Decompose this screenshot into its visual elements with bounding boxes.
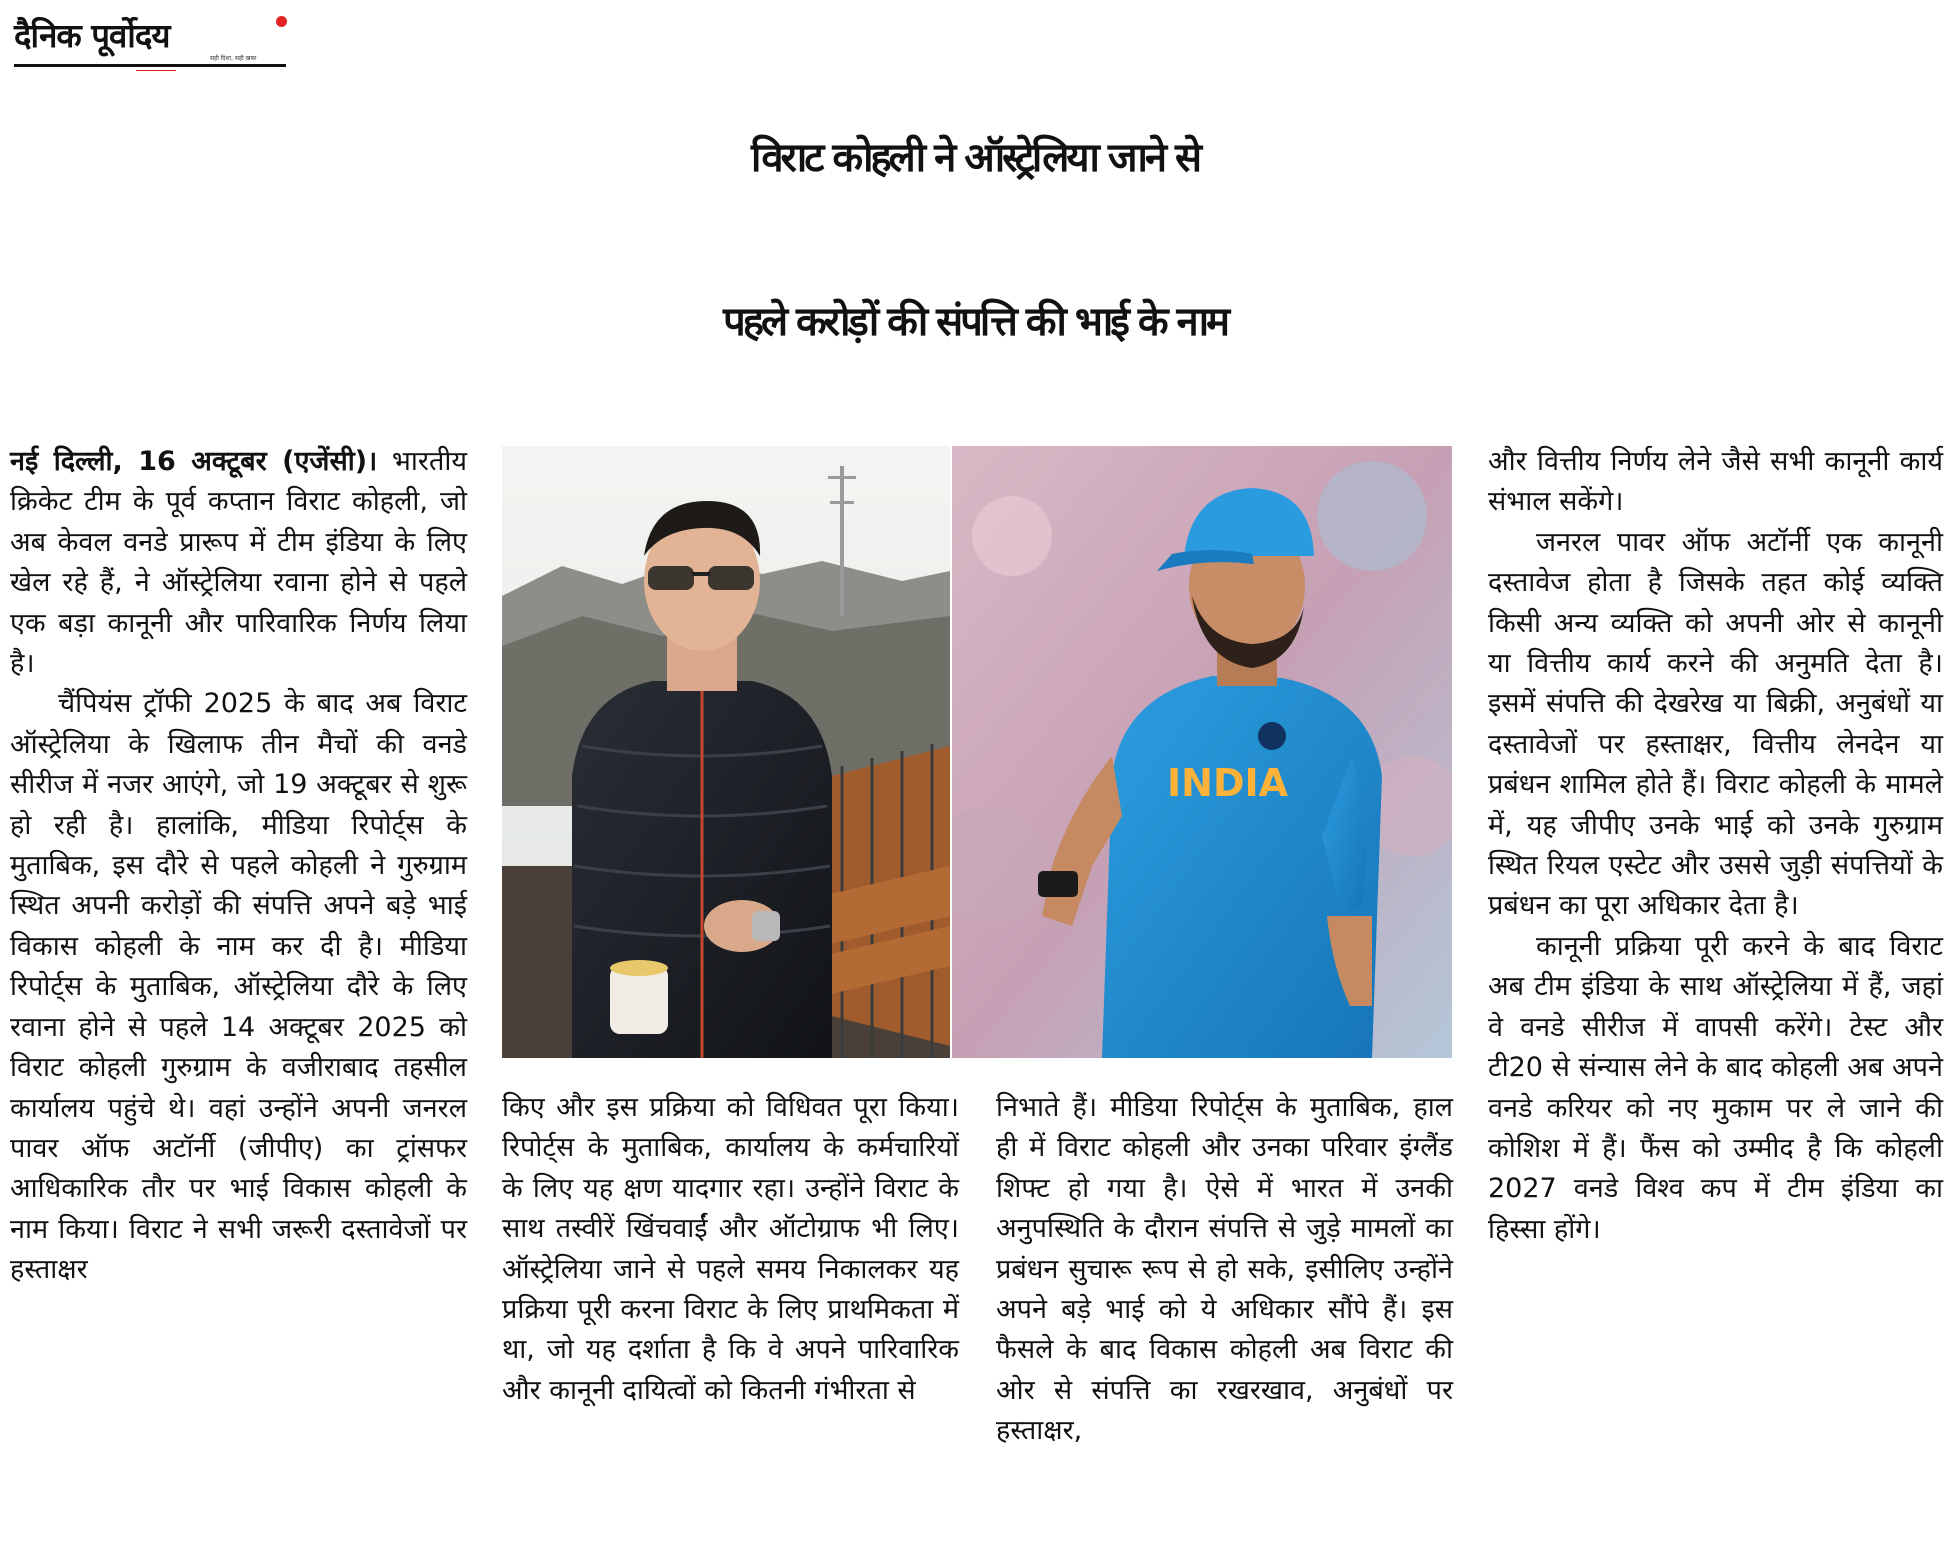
lead-text: भारतीय क्रिकेट टीम के पूर्व कप्तान विराट कोहली, जो अब केवल वनडे प्रारूप में टीम इंडिया के लिए खेल रहे हैं, ने ऑस्ट्रेलिया रवाना होने से पहले एक बड़ा कानूनी और पारिवारिक निर्णय लिया है।: [10, 446, 467, 680]
article-column-2: [502, 1088, 959, 1411]
paragraph: जनरल पावर ऑफ अटॉर्नी एक कानूनी दस्तावेज होता है जिसके तहत कोई व्यक्ति किसी अन्य व्यक्ति को अपनी ओर से कानूनी या वित्तीय कार्य करने की अनुमति देता है। इसमें संपत्ति की देखरेख या बिक्री, अनुबंधों या दस्तावेजों पर हस्ताक्षर, वित्तीय लेनदेन या प्रबंधन शामिल होते हैं। विराट कोहली के मामले में, यह जीपीए उनके भाई को उनके गुरुग्राम स्थित रियल एस्टेट और उससे जुड़ी संपत्तियों के प्रबंधन का पूरा अधिकार देता है।: [1488, 526, 1943, 922]
newspaper-logo: दैनिक पूर्वोदय: [14, 16, 170, 55]
article-photo: [502, 446, 1452, 1058]
masthead-rule: [14, 64, 286, 67]
logo-dot: [276, 16, 287, 27]
article-column-1: [10, 442, 467, 1291]
article-column-3: [996, 1088, 1453, 1452]
masthead-accent-line: [136, 70, 176, 71]
paragraph: और वित्तीय निर्णय लेने जैसे सभी कानूनी कार्य संभाल सकेंगे।: [1488, 446, 1943, 518]
paragraph: किए और इस प्रक्रिया को विधिवत पूरा किया। रिपोर्ट्स के मुताबिक, कार्यालय के कर्मचारियों के लिए यह क्षण यादगार रहा। उन्होंने विराट के साथ तस्वीरें खिंचवाईं और ऑटोग्राफ भी लिए। ऑस्ट्रेलिया जाने से पहले समय निकालकर यह प्रक्रिया पूरी करना विराट के लिए प्राथमिकता में था, जो यह दर्शाता है कि वे अपने पारिवारिक और कानूनी दायित्वों को कितनी गंभीरता से: [502, 1092, 959, 1406]
photo-vikas-kohli: [502, 446, 950, 1058]
photo-virat-kohli-image: [952, 446, 1452, 1058]
masthead: [14, 8, 286, 70]
lead-paragraph: [10, 442, 467, 684]
jersey-text: INDIA: [1167, 761, 1289, 805]
paragraph: चैंपियंस ट्रॉफी 2025 के बाद अब विराट ऑस्ट्रेलिया के खिलाफ तीन मैचों की वनडे सीरीज में नजर आएंगे, जो 19 अक्टूबर से शुरू हो रही है। हालांकि, मीडिया रिपोर्ट्स के मुताबिक, इस दौरे से पहले कोहली ने गुरुग्राम स्थित अपनी करोड़ों की संपत्ति अपने बड़े भाई विकास कोहली के नाम कर दी है। मीडिया रिपोर्ट्स के मुताबिक, ऑस्ट्रेलिया दौरे के लिए रवाना होने से पहले 14 अक्टूबर 2025 को विराट कोहली गुरुग्राम के वजीराबाद तहसील कार्यालय पहुंचे थे। वहां उन्होंने अपनी जनरल पावर ऑफ अटॉर्नी (जीपीए) का ट्रांसफर आधिकारिक तौर पर भाई विकास कोहली के नाम किया। विराट ने सभी जरूरी दस्तावेजों पर हस्ताक्षर: [10, 688, 467, 1286]
photo-vikas-kohli-image: [502, 446, 950, 1058]
paragraph: निभाते हैं। मीडिया रिपोर्ट्स के मुताबिक, हाल ही में विराट कोहली और उनका परिवार इंग्लैंड शिफ्ट हो गया है। ऐसे में भारत में उनकी अनुपस्थिति के दौरान संपत्ति से जुड़े मामलों का प्रबंधन सुचारू रूप से हो सके, इसीलिए उन्होंने अपने बड़े भाई को ये अधिकार सौंपे हैं। इस फैसले के बाद विकास कोहली अब विराट की ओर से संपत्ति का रखरखाव, अनुबंधों पर हस्ताक्षर,: [996, 1092, 1453, 1447]
photo-virat-kohli: [952, 446, 1452, 1058]
paragraph: कानूनी प्रक्रिया पूरी करने के बाद विराट अब टीम इंडिया के साथ ऑस्ट्रेलिया में हैं, जहां वे वनडे सीरीज में वापसी करेंगे। टेस्ट और टी20 से संन्यास लेने के बाद कोहली अब अपने वनडे करियर को नए मुकाम पर ले जाने की कोशिश में हैं। फैंस को उम्मीद है कि कोहली 2027 वनडे विश्व कप में टीम इंडिया का हिस्सा होंगे।: [1488, 930, 1943, 1245]
headline-line-2: पहले करोड़ों की संपत्ति की भाई के नाम: [722, 299, 1227, 345]
dateline: नई दिल्ली, 16 अक्टूबर (एजेंसी)।: [10, 446, 378, 477]
headline-line-1: विराट कोहली ने ऑस्ट्रेलिया जाने से: [750, 135, 1200, 181]
logo-tagline: सही दिशा, सही खबर: [210, 55, 257, 62]
article-column-4: [1488, 442, 1943, 1250]
